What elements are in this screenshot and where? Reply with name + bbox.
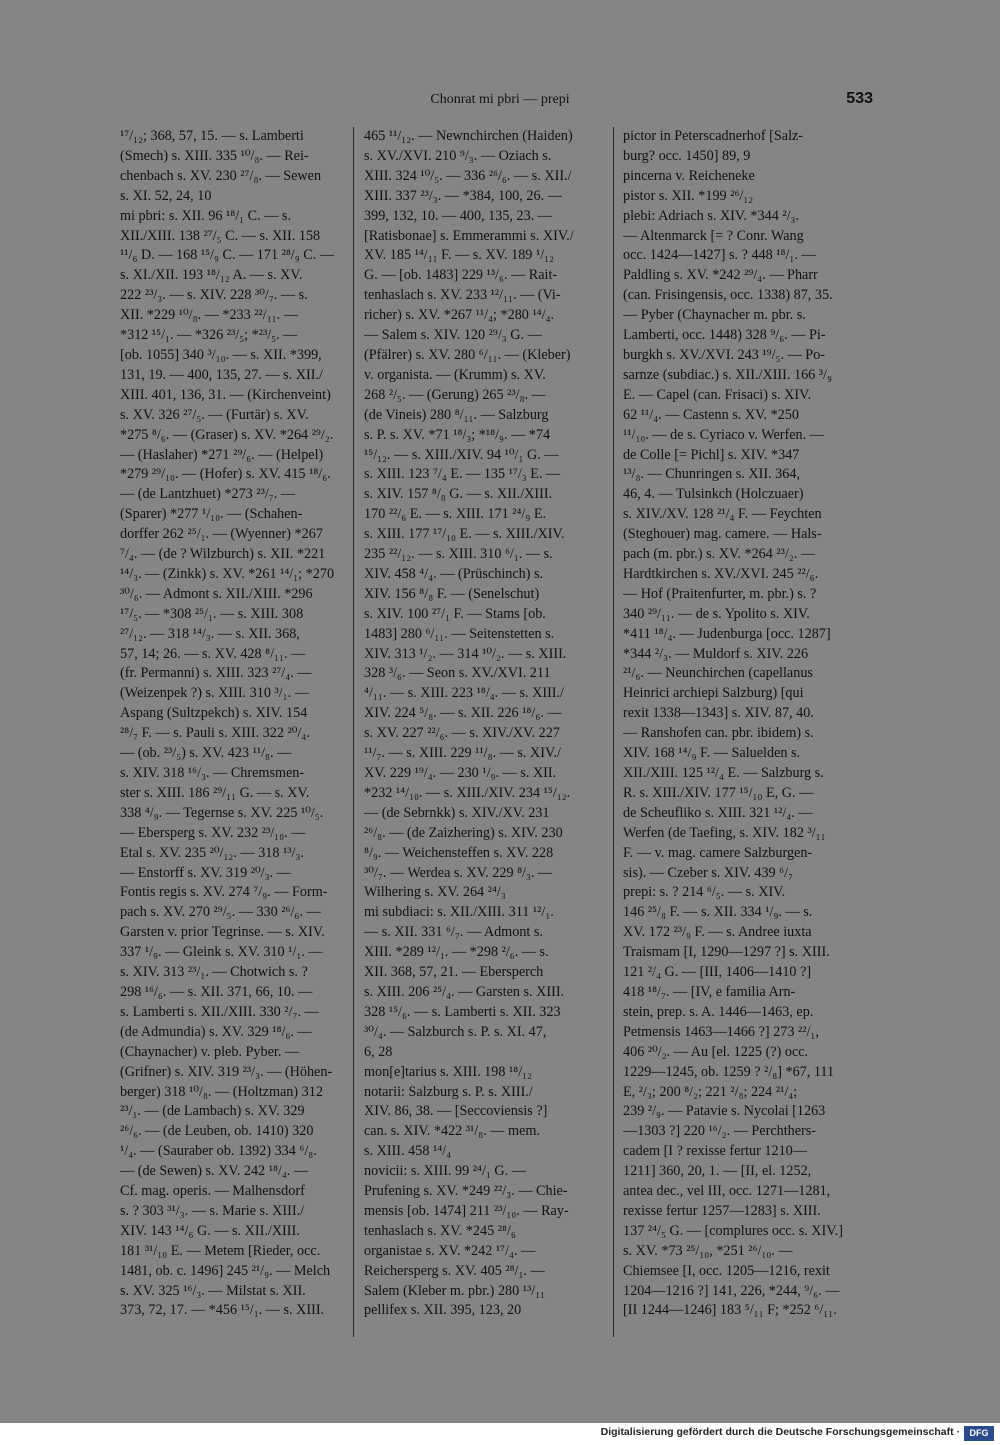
text-line: —1303 ?] 220 ¹⁶/₂. — Perchthers- <box>623 1123 817 1140</box>
text-line: — (Haslaher) *271 ²⁹/₆. — (Helpel) <box>120 446 324 463</box>
text-line: Heinrici archiepi Salzburg) [qui <box>623 685 804 702</box>
text-line: 131, 19. — 400, 135, 27. — s. XII./ <box>120 366 323 383</box>
text-line: XII./XIII. 125 ¹²/₄ E. — Salzburg s. <box>623 765 824 781</box>
text-line: 235 ²²/₁₂. — s. XIII. 310 ⁶/₁. — s. <box>364 546 553 563</box>
text-line: pach s. XV. 270 ²⁹/₅. — 330 ²⁶/₆. — <box>120 904 321 921</box>
text-line: 121 ²/₄ G. — [III, 1406—1410 ?] <box>623 964 812 981</box>
text-line: Hardtkirchen s. XV./XVI. 245 ²²/₆. <box>623 565 819 582</box>
text-line: XIV. 313 ¹/₂. — 314 ¹⁰/₂. — s. XIII. <box>364 645 567 662</box>
text-line: prepi: s. ? 214 ⁶/₅. — s. XIV. <box>623 884 786 901</box>
text-line: ⁷/₄. — (de ? Wilzburch) s. XII. *221 <box>120 546 326 563</box>
text-line: — (ob. ²³/₅) s. XV. 423 ¹¹/₈. — <box>120 745 292 762</box>
text-line: ²¹/₆. — Neunchirchen (capellanus <box>623 665 813 682</box>
text-line: ⁸/₉. — Weichensteffen s. XV. 228 <box>364 844 554 861</box>
text-line: ³⁰/₄. — Salzburch s. P. s. XI. 47, <box>364 1023 547 1040</box>
text-line: XIV. 168 ¹⁴/₉ F. — Saluelden s. <box>623 745 801 762</box>
text-line: (Chaynacher) v. pleb. Pyber. — <box>120 1043 300 1060</box>
text-line: v. organista. — (Krumm) s. XV. <box>364 366 546 383</box>
text-line: Chiemsee [I, occ. 1205—1216, rexit <box>623 1262 830 1279</box>
text-line: ²⁷/₁₂. — 318 ¹⁴/₃. — s. XII. 368, <box>120 625 300 642</box>
text-line: (de Admundia) s. XV. 329 ¹⁸/₆. — <box>120 1023 312 1040</box>
text-line: 222 ²³/₃. — s. XIV. 228 ³⁰/₇. — s. <box>120 287 308 304</box>
text-line: 1483] 280 ⁶/₁₁. — Seitenstetten s. <box>364 625 555 642</box>
text-line: burgkh s. XV./XVI. 243 ¹⁹/₅. — Po- <box>623 346 826 363</box>
text-line: (Sparer) *277 ¹/₁₀. — (Schahen- <box>120 506 303 523</box>
text-line: *279 ²⁹/₁₀. — (Hofer) s. XV. 415 ¹⁸/₆. <box>120 466 331 483</box>
text-line: cadem [I ? rexisse fertur 1210— <box>623 1143 807 1160</box>
text-line: — Ebersperg s. XV. 232 ²³/₁₀. — <box>120 824 306 841</box>
text-line: XV. 185 ¹⁴/₁₁ F. — s. XV. 189 ¹/₁₂ <box>364 247 555 264</box>
text-line: 406 ²⁰/₂. — Au [el. 1225 (?) occ. <box>623 1043 809 1060</box>
text-line: — Ranshofen can. pbr. ibidem) s. <box>623 725 814 742</box>
text-line: Paldling s. XV. *242 ²⁹/₄. — Pharr <box>623 267 818 284</box>
text-line: — Enstorff s. XV. 319 ²⁰/₃. — <box>120 864 291 881</box>
text-line: (fr. Permanni) s. XIII. 323 ²⁷/₄. — <box>120 665 312 682</box>
text-line: [ob. 1055] 340 ³/₁₀. — s. XII. *399, <box>120 346 322 363</box>
text-line: Aspang (Sultzpekch) s. XIV. 154 <box>120 705 308 722</box>
text-line: mon[e]tarius s. XIII. 198 ¹⁸/₁₂ <box>364 1063 533 1080</box>
text-line: ¹⁴/₃. — (Zinkk) s. XV. *261 ¹⁴/₁; *270 <box>120 565 335 582</box>
footer-bar <box>0 1423 1000 1445</box>
text-line: novicii: s. XIII. 99 ²⁴/₁ G. — <box>364 1163 526 1180</box>
text-line: sis). — Czeber s. XIV. 439 ⁶/₇ <box>623 864 794 881</box>
text-line: s. P. s. XV. *71 ¹⁸/₃; *¹⁸/₉. — *74 <box>364 426 551 443</box>
text-line: — (de Lantzhuet) *273 ²³/₇. — <box>120 486 295 503</box>
text-line: (Smech) s. XIII. 335 ¹⁰/₈. — Rei- <box>120 147 309 164</box>
text-line: XIV. 458 ⁴/₄. — (Prüschinch) s. <box>364 565 544 582</box>
text-line: XIII. 337 ²³/₃. — *384, 100, 26. — <box>364 187 562 204</box>
text-line: pistor s. XII. *199 ²⁶/₁₂ <box>623 187 754 204</box>
text-line: — (de Sewen) s. XV. 242 ¹⁸/₄. — <box>120 1163 309 1180</box>
text-line: stein, prep. s. A. 1446—1463, ep. <box>623 1003 814 1020</box>
text-line: XIV. 156 ⁸/₈ F. — (Senelschut) <box>364 585 540 602</box>
text-line: 170 ²²/₆ E. — s. XIII. 171 ²⁴/₉ E. <box>364 506 547 523</box>
text-line: Prufening s. XV. *249 ²²/₃. — Chie- <box>364 1183 568 1200</box>
running-header: Chonrat mi pbri — prepi <box>430 92 570 107</box>
text-line: burg? occ. 1450] 89, 9 <box>623 147 751 164</box>
funding-notice: Digitalisierung gefördert durch die Deutsche Forschungsgemeinschaft · <box>600 1426 960 1438</box>
text-line: Etal s. XV. 235 ²⁰/₁₂. — 318 ¹³/₃. <box>120 844 304 861</box>
text-line: antea dec., vel III, occ. 1271—1281, <box>623 1183 831 1200</box>
text-line: ²⁸/₇ F. — s. Pauli s. XIII. 322 ²⁰/₄. <box>120 725 310 742</box>
column-divider <box>353 127 354 1337</box>
text-line: R. s. XIII./XIV. 177 ¹⁵/₁₀ E, G. — <box>623 784 814 801</box>
text-line: Salem (Kleber m. pbr.) 280 ¹³/₁₁ <box>364 1282 546 1299</box>
text-line: ²⁶/₈. — (de Zaizhering) s. XIV. 230 <box>364 824 563 841</box>
text-line: pictor in Peterscadnerhof [Salz- <box>623 128 804 144</box>
text-line: richer) s. XV. *267 ¹¹/₄; *280 ¹⁴/₄. <box>364 307 555 324</box>
text-line: 62 ¹¹/₄. — Castenn s. XV. *250 <box>623 406 799 423</box>
text-line: pach (m. pbr.) s. XV. *264 ²³/₂. — <box>623 546 816 563</box>
text-line: s. XI. 52, 24, 10 <box>120 187 212 204</box>
text-line: (Pfälrer) s. XV. 280 ⁶/₁₁. — (Kleber) <box>364 346 571 363</box>
text-line: 298 ¹⁶/₆. — s. XII. 371, 66, 10. — <box>120 983 313 1000</box>
text-line: — (de Sebrnkk) s. XIV./XV. 231 <box>364 804 550 821</box>
text-line: dorffer 262 ²⁵/₁. — (Wyenner) *267 <box>120 526 323 543</box>
page-number: 533 <box>846 90 873 107</box>
text-line: — Salem s. XIV. 120 ²⁹/₃ G. — <box>364 327 542 344</box>
text-line: 268 ²/₅. — (Gerung) 265 ²³/₈. — <box>364 386 546 403</box>
text-line: — s. XII. 331 ⁶/₇. — Admont s. <box>364 924 543 941</box>
text-line: 338 ⁴/₉. — Tegernse s. XV. 225 ¹⁰/₅. <box>120 804 324 821</box>
text-line: ³⁰/₆. — Admont s. XII./XIII. *296 <box>120 585 313 602</box>
text-line: 418 ¹⁸/₇. — [IV, e familia Arn- <box>623 983 796 1000</box>
text-line: pincerna v. Reicheneke <box>623 167 755 184</box>
text-line: 57, 14; 26. — s. XV. 428 ⁸/₁₁. — <box>120 645 306 662</box>
text-line: s. XIV. 318 ¹⁶/₃. — Chremsmen- <box>120 765 305 781</box>
text-line: s. XV. 227 ²²/₆. — s. XIV./XV. 227 <box>364 725 560 742</box>
text-line: can. s. XIV. *422 ³¹/₈. — mem. <box>364 1123 540 1140</box>
text-line: s. ? 303 ³¹/₃. — s. Marie s. XIII./ <box>120 1202 305 1219</box>
text-line: Lamberti, occ. 1448) 328 ⁹/₆. — Pi- <box>623 327 826 344</box>
text-line: (Steghouer) mag. camere. — Hals- <box>623 526 822 543</box>
text-line: ¹¹/₇. — s. XIII. 229 ¹¹/₈. — s. XIV./ <box>364 745 561 762</box>
text-line: 328 ³/₆. — Seon s. XV./XVI. 211 <box>364 665 551 682</box>
text-line: 6, 28 <box>364 1043 393 1060</box>
text-line: ²⁶/₆. — (de Leuben, ob. 1410) 320 <box>120 1123 314 1140</box>
text-line: Werfen (de Taefing, s. XIV. 182 ³/₁₁ <box>623 824 826 841</box>
text-line: XII. 368, 57, 21. — Ebersperch <box>364 964 544 981</box>
text-line: tenhaslach s. XV. *245 ²⁸/₆ <box>364 1222 516 1239</box>
text-line: E, ²/₃; 200 ⁸/₂; 221 ²/₈; 224 ²¹/₄; <box>623 1083 798 1100</box>
dfg-logo: DFG <box>964 1426 994 1441</box>
text-line: XIII. *289 ¹²/₁. — *298 ²/₆. — s. <box>364 944 549 961</box>
text-line: 1204—1216 ?] 141, 226, *244, ⁹/₆. — <box>623 1282 840 1299</box>
text-line: sarnze (subdiac.) s. XII./XIII. 166 ³/₉ <box>623 366 832 383</box>
text-line: XIV. 143 ¹⁴/₆ G. — s. XII./XIII. <box>120 1222 300 1239</box>
text-line: *344 ²/₃. — Muldorf s. XIV. 226 <box>623 645 809 662</box>
text-line: G. — [ob. 1483] 229 ¹³/₆. — Rait- <box>364 267 558 284</box>
text-line: rexisse fertur 1257—1283] s. XIII. <box>623 1202 821 1219</box>
text-line: notarii: Salzburg s. P. s. XIII./ <box>364 1083 533 1100</box>
text-line: ¹⁷/₁₂; 368, 57, 15. — s. Lamberti <box>120 128 304 144</box>
text-line: XV. 229 ¹⁹/₄. — 230 ¹/₉. — s. XII. <box>364 765 557 781</box>
text-line: (de Vineis) 280 ⁸/₁₁. — Salzburg <box>364 406 549 423</box>
text-line: Traismam [I, 1290—1297 ?] s. XIII. <box>623 944 830 961</box>
text-line: 46, 4. — Tulsinkch (Holczuaer) <box>623 486 804 503</box>
text-line: Reichersperg s. XV. 405 ²⁸/₁. — <box>364 1262 545 1279</box>
text-line: *312 ¹⁵/₁. — *326 ²³/₅; *²³/₅. — <box>120 327 298 344</box>
text-line: XIII. 324 ¹⁰/₅. — 336 ²⁶/₆. — s. XII./ <box>364 167 572 184</box>
text-line: ³⁰/₇. — Werdea s. XV. 229 ⁸/₃. — <box>364 864 553 881</box>
text-line: ¹⁵/₁₂. — s. XIII./XIV. 94 ¹⁰/₁ G. — <box>364 446 559 463</box>
text-line: s. XV./XVI. 210 ⁹/₃. — Oziach s. <box>364 147 552 164</box>
text-line: 1229—1245, ob. 1259 ? ²/₈] *67, 111 <box>623 1063 835 1080</box>
text-line: s. XIII. 458 ¹⁴/₄ <box>364 1143 452 1160</box>
text-line: XV. 172 ²³/₉ F. — s. Andree iuxta <box>623 924 812 941</box>
text-line: *232 ¹⁴/₁₀. — s. XIII./XIV. 234 ¹⁵/₁₂. <box>364 784 571 801</box>
text-line: s. XIV. 100 ²⁷/₁ F. — Stams [ob. <box>364 605 546 622</box>
column-divider <box>613 127 614 1337</box>
text-line: pellifex s. XII. 395, 123, 20 <box>364 1302 522 1319</box>
text-line: Wilhering s. XV. 264 ²⁴/₃ <box>364 884 506 901</box>
text-line: ⁴/₁₁. — s. XIII. 223 ¹⁸/₄. — s. XIII./ <box>364 685 565 702</box>
text-line: Petmensis 1463—1466 ?] 273 ²²/₁, <box>623 1023 819 1040</box>
text-line: 137 ²⁴/₅ G. — [complures occ. s. XIV.] <box>623 1222 843 1239</box>
text-line: 373, 72, 17. — *456 ¹⁵/₁. — s. XIII. <box>120 1302 325 1319</box>
text-line: s. XIII. 177 ¹⁷/₁₀ E. — s. XIII./XIV. <box>364 526 565 543</box>
text-line: mensis [ob. 1474] 211 ²³/₁₀. — Ray- <box>364 1202 569 1219</box>
text-line: ²³/₁. — (de Lambach) s. XV. 329 <box>120 1103 305 1120</box>
text-line: XIV. 86, 38. — [Seccoviensis ?] <box>364 1103 548 1120</box>
text-line: 465 ¹¹/₁₂. — Newnchirchen (Haiden) <box>364 128 573 144</box>
text-line: 337 ¹/₉. — Gleink s. XV. 310 ¹/₁. — <box>120 944 323 961</box>
text-column-left <box>120 127 342 1337</box>
text-line: ster s. XIII. 186 ²⁹/₁₁ G. — s. XV. <box>120 784 310 801</box>
text-line: 340 ²⁹/₁₁. — de s. Ypolito s. XIV. <box>623 605 810 622</box>
text-line: 181 ³¹/₁₀ E. — Metem [Rieder, occ. <box>120 1242 321 1259</box>
text-line: ¹³/₈. — Chunringen s. XII. 364, <box>623 466 800 483</box>
text-line: s. XIV. 157 ⁸/₈ G. — s. XII./XIII. <box>364 486 553 503</box>
text-line: organistae s. XV. *242 ¹⁷/₄. — <box>364 1242 536 1259</box>
text-line: — Altenmarck [= ? Conr. Wang <box>623 227 804 244</box>
text-line: 146 ²⁵/₈ F. — s. XII. 334 ¹/₉. — s. <box>623 904 813 921</box>
text-line: XIV. 224 ⁵/₈. — s. XII. 226 ¹⁸/₆. — <box>364 705 562 722</box>
text-line: ¹⁷/₅. — *308 ²⁵/₁. — s. XIII. 308 <box>120 605 304 622</box>
text-line: s. XIV./XV. 128 ²¹/₄ F. — Feychten <box>623 506 822 523</box>
text-line: s. XV. 326 ²⁷/₅. — (Furtär) s. XV. <box>120 406 309 423</box>
text-line: occ. 1424—1427] s. ? 448 ¹⁸/₁. — <box>623 247 816 264</box>
text-line: *411 ¹⁸/₄. — Judenburga [occ. 1287] <box>623 625 831 642</box>
text-line: de Colle [= Pichl] s. XIV. *347 <box>623 446 800 463</box>
text-line: 1211] 360, 20, 1. — [II, el. 1252, <box>623 1163 812 1180</box>
text-line: — Pyber (Chaynacher m. pbr. s. <box>623 307 806 324</box>
text-line: s. XI./XII. 193 ¹⁸/₁₂ A. — s. XV. <box>120 267 303 284</box>
text-line: F. — v. mag. camere Salzburgen- <box>623 844 813 861</box>
text-line: s. XV. 325 ¹⁶/₃. — Milstat s. XII. <box>120 1282 306 1299</box>
text-line: mi subdiaci: s. XII./XIII. 311 ¹²/₁. <box>364 904 554 921</box>
text-line: [II 1244—1246] 183 ⁵/₁₁ F; *252 ⁶/₁₁. <box>623 1302 837 1319</box>
text-line: (Weizenpek ?) s. XIII. 310 ³/₁. — <box>120 685 309 702</box>
text-line: (Grifner) s. XIV. 319 ²³/₃. — (Höhen- <box>120 1063 333 1080</box>
text-line: mi pbri: s. XII. 96 ¹⁸/₁ C. — s. <box>120 207 291 224</box>
text-line: Fontis regis s. XV. 274 ⁷/₉. — Form- <box>120 884 328 901</box>
text-column-right <box>623 127 877 1337</box>
text-line: s. XIII. 206 ²⁵/₄. — Garsten s. XIII. <box>364 983 565 1000</box>
text-line: 239 ²/₉. — Patavie s. Nycolai [1263 <box>623 1103 826 1120</box>
text-line: tenhaslach s. XV. 233 ¹²/₁₁. — (Vi- <box>364 287 561 304</box>
text-line: Cf. mag. operis. — Malhensdorf <box>120 1183 305 1200</box>
text-line: s. XIV. 313 ²³/₁. — Chotwich s. ? <box>120 964 308 981</box>
text-line: chenbach s. XV. 230 ²⁷/₈. — Sewen <box>120 167 322 184</box>
text-line: ¹¹/₆ D. — 168 ¹⁵/₉ C. — 171 ²⁸/₉ C. — <box>120 247 334 264</box>
text-line: rexit 1338—1343] s. XIV. 87, 40. <box>623 705 814 722</box>
text-line: XII./XIII. 138 ²⁷/₅ C. — s. XII. 158 <box>120 227 321 244</box>
text-line: E. — Capel (can. Frisaci) s. XIV. <box>623 386 812 403</box>
text-column-middle <box>364 127 604 1337</box>
text-line: 399, 132, 10. — 400, 135, 23. — <box>364 207 552 224</box>
text-line: s. Lamberti s. XII./XIII. 330 ²/₇. — <box>120 1003 319 1020</box>
text-line: ¹/₄. — (Sauraber ob. 1392) 334 ⁶/₈. <box>120 1143 317 1160</box>
text-line: s. XV. *73 ²⁵/₁₀, *251 ²⁶/₁₀. — <box>623 1242 793 1259</box>
text-line: s. XIII. 123 ⁷/₄ E. — 135 ¹⁷/₃ E. — <box>364 466 561 483</box>
text-line: ¹¹/₁₀. — de s. Cyriaco v. Werfen. — <box>623 426 824 443</box>
text-line: XIII. 401, 136, 31. — (Kirchenveint) <box>120 386 331 403</box>
text-line: *275 ⁸/₆. — (Graser) s. XV. *264 ²⁹/₂. <box>120 426 334 443</box>
text-line: de Scheufliko s. XIII. 321 ¹²/₄. — <box>623 804 813 821</box>
text-line: (can. Frisingensis, occ. 1338) 87, 35. <box>623 287 833 304</box>
text-line: berger) 318 ¹⁰/₈. — (Holtzman) 312 <box>120 1083 323 1100</box>
text-line: [Ratisbonae] s. Emmerammi s. XIV./ <box>364 227 574 244</box>
text-line: 328 ¹⁵/₆. — s. Lamberti s. XII. 323 <box>364 1003 561 1020</box>
text-line: 1481, ob. c. 1496] 245 ²¹/₉. — Melch <box>120 1262 331 1279</box>
text-line: XII. *229 ¹⁰/₈. — *233 ²²/₁₁. — <box>120 307 298 324</box>
text-line: plebi: Adriach s. XIV. *344 ²/₃. <box>623 207 800 224</box>
text-line: Garsten v. prior Tegrinse. — s. XIV. <box>120 924 325 941</box>
text-line: — Hof (Praitenfurter, m. pbr.) s. ? <box>623 585 817 602</box>
